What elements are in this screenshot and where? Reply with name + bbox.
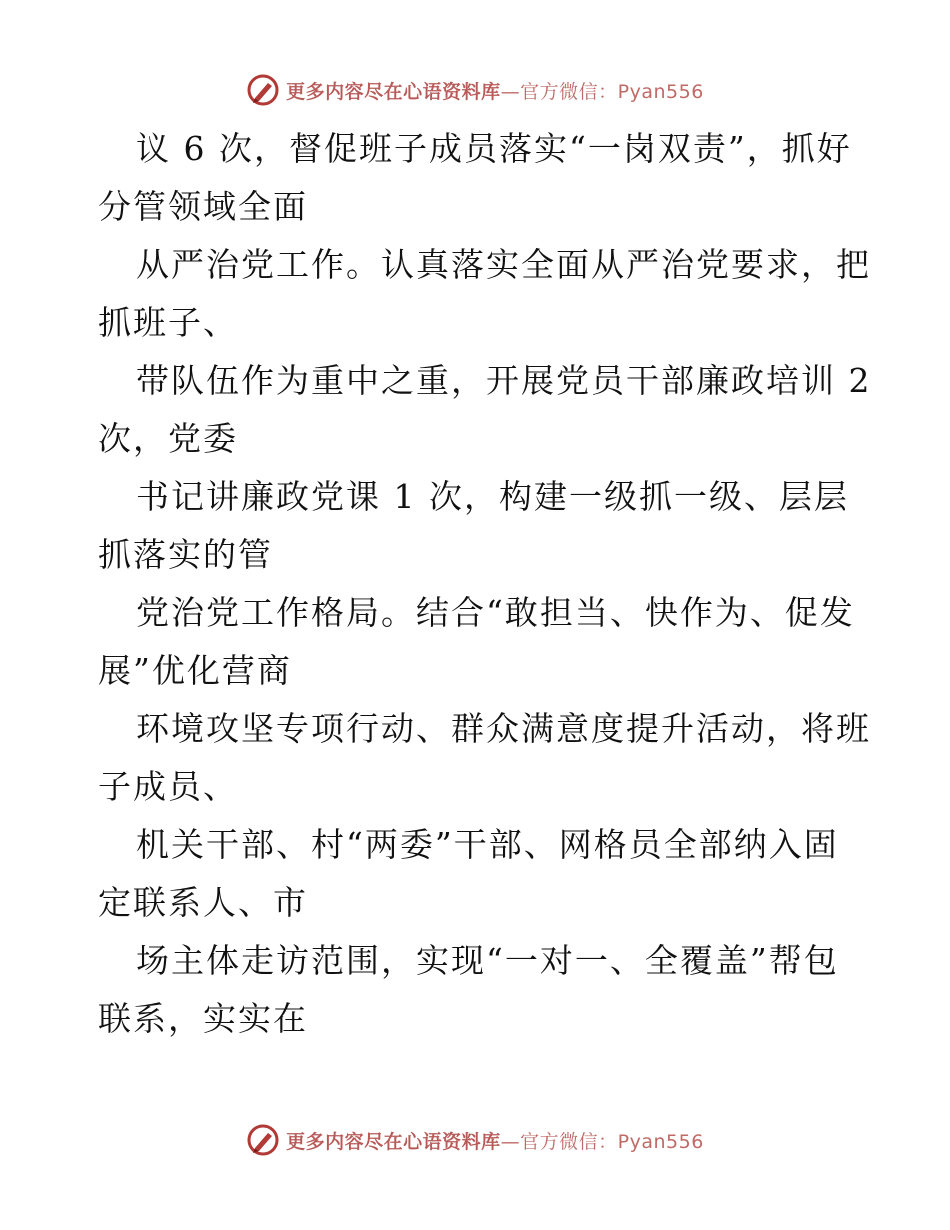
document-body xyxy=(98,120,872,1048)
paragraph-line: 分管领域全面 xyxy=(98,187,308,226)
paragraph xyxy=(98,816,858,932)
paragraph xyxy=(98,468,858,584)
header-watermark-text: 更多内容尽在心语资料库—官方微信：Pyan556 xyxy=(286,80,704,103)
footer-watermark xyxy=(0,1120,950,1160)
paragraph-line: 抓落实的管 xyxy=(98,535,273,574)
paragraph-line: 抓班子、 xyxy=(98,303,238,342)
paragraph xyxy=(98,120,858,236)
paragraph-line: 带队伍作为重中之重，开展党员干部廉政培训 2 xyxy=(136,361,872,400)
paragraph xyxy=(98,584,858,700)
pen-logo-icon xyxy=(246,73,280,107)
paragraph-line: 环境攻坚专项行动、群众满意度提升活动，将班 xyxy=(136,709,871,748)
footer-watermark-text: 更多内容尽在心语资料库—官方微信：Pyan556 xyxy=(286,1130,704,1153)
paragraph-line: 从严治党工作。认真落实全面从严治党要求，把 xyxy=(136,245,871,284)
pen-logo-icon xyxy=(246,1123,280,1157)
paragraph-line: 展”优化营商 xyxy=(98,651,292,690)
paragraph-line: 机关干部、村“两委”干部、网格员全部纳入固 xyxy=(136,825,839,864)
header-watermark xyxy=(0,70,950,110)
paragraph-line: 子成员、 xyxy=(98,767,238,806)
paragraph xyxy=(98,352,872,468)
paragraph xyxy=(98,932,858,1048)
paragraph-line: 议 6 次，督促班子成员落实“一岗双责”，抓好 xyxy=(136,129,852,168)
paragraph-line: 党治党工作格局。结合“敢担当、快作为、促发 xyxy=(136,593,855,632)
paragraph-line: 次，党委 xyxy=(98,419,238,458)
paragraph xyxy=(98,700,871,816)
paragraph-line: 书记讲廉政党课 1 次，构建一级抓一级、层层 xyxy=(136,477,849,516)
paragraph-line: 定联系人、市 xyxy=(98,883,308,922)
paragraph-line: 联系，实实在 xyxy=(98,999,308,1038)
paragraph-line: 场主体走访范围，实现“一对一、全覆盖”帮包 xyxy=(136,941,839,980)
paragraph xyxy=(98,236,871,352)
